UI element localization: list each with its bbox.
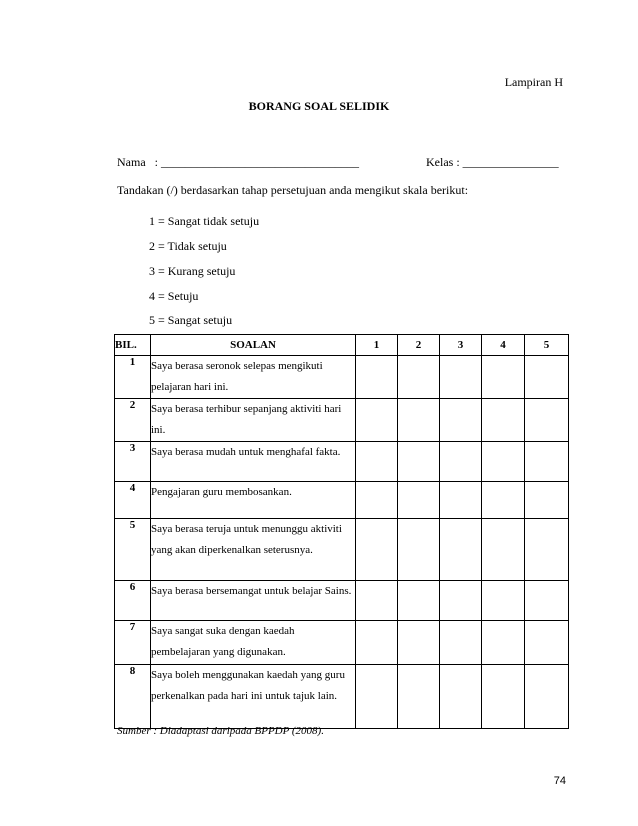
row-number: 5 — [115, 519, 151, 581]
rating-cell-2[interactable] — [398, 399, 440, 442]
rating-cell-1[interactable] — [356, 621, 398, 665]
rating-cell-3[interactable] — [440, 356, 482, 399]
name-value: : _________________________________ — [154, 155, 359, 169]
instruction-text: Tandakan (/) berdasarkan tahap persetujuan anda mengikut skala berikut: — [117, 183, 469, 197]
rating-cell-3[interactable] — [440, 581, 482, 621]
question-text: Saya berasa seronok selepas mengikuti pelajaran hari ini. — [151, 356, 356, 399]
rating-cell-5[interactable] — [525, 621, 569, 665]
rating-cell-1[interactable] — [356, 581, 398, 621]
scale-item: 2 = Tidak setuju — [149, 239, 227, 253]
question-text: Saya boleh menggunakan kaedah yang guru perkenalkan pada hari ini untuk tajuk lain. — [151, 665, 356, 729]
rating-cell-5[interactable] — [525, 665, 569, 729]
rating-cell-1[interactable] — [356, 665, 398, 729]
appendix-label: Lampiran H — [504, 75, 563, 89]
table-row — [115, 665, 569, 729]
rating-cell-4[interactable] — [482, 519, 525, 581]
rating-cell-1[interactable] — [356, 519, 398, 581]
header-scale-1: 1 — [356, 335, 398, 356]
table-row — [115, 519, 569, 581]
row-number: 4 — [115, 482, 151, 519]
question-text: Saya berasa bersemangat untuk belajar Sains. — [151, 581, 356, 621]
rating-cell-1[interactable] — [356, 442, 398, 482]
scale-item: 3 = Kurang setuju — [149, 264, 236, 278]
question-text: Saya berasa mudah untuk menghafal fakta. — [151, 442, 356, 482]
rating-cell-2[interactable] — [398, 442, 440, 482]
header-bil: BIL. — [115, 335, 151, 356]
rating-cell-4[interactable] — [482, 665, 525, 729]
scale-item: 1 = Sangat tidak setuju — [149, 214, 260, 228]
row-number: 8 — [115, 665, 151, 729]
name-label: Nama — [117, 155, 146, 169]
rating-cell-5[interactable] — [525, 442, 569, 482]
question-text: Saya berasa terhibur sepanjang aktiviti hari ini. — [151, 399, 356, 442]
rating-cell-2[interactable] — [398, 356, 440, 399]
header-scale-2: 2 — [398, 335, 440, 356]
header-scale-4: 4 — [482, 335, 525, 356]
rating-cell-4[interactable] — [482, 581, 525, 621]
rating-cell-5[interactable] — [525, 581, 569, 621]
class-label: Kelas — [426, 155, 454, 169]
rating-cell-4[interactable] — [482, 356, 525, 399]
question-text: Pengajaran guru membosankan. — [151, 482, 356, 519]
table-row — [115, 399, 569, 442]
rating-cell-2[interactable] — [398, 581, 440, 621]
class-value: : ________________ — [456, 155, 559, 169]
rating-cell-3[interactable] — [440, 482, 482, 519]
rating-cell-4[interactable] — [482, 621, 525, 665]
rating-cell-3[interactable] — [440, 621, 482, 665]
table-row — [115, 621, 569, 665]
rating-cell-5[interactable] — [525, 519, 569, 581]
form-title: BORANG SOAL SELIDIK — [248, 99, 390, 113]
row-number: 3 — [115, 442, 151, 482]
rating-cell-3[interactable] — [440, 442, 482, 482]
rating-cell-5[interactable] — [525, 356, 569, 399]
page-number: 74 — [553, 775, 566, 787]
rating-cell-3[interactable] — [440, 665, 482, 729]
rating-cell-4[interactable] — [482, 442, 525, 482]
table-row — [115, 356, 569, 399]
rating-cell-2[interactable] — [398, 482, 440, 519]
survey-table — [114, 334, 569, 729]
rating-cell-1[interactable] — [356, 356, 398, 399]
row-number: 2 — [115, 399, 151, 442]
rating-cell-2[interactable] — [398, 621, 440, 665]
scale-item: 4 = Setuju — [149, 289, 199, 303]
rating-cell-5[interactable] — [525, 482, 569, 519]
row-number: 7 — [115, 621, 151, 665]
rating-cell-2[interactable] — [398, 665, 440, 729]
question-text: Saya berasa teruja untuk menunggu aktiviti yang akan diperkenalkan seterusnya. — [151, 519, 356, 581]
table-row — [115, 482, 569, 519]
header-soalan: SOALAN — [151, 335, 356, 356]
rating-cell-3[interactable] — [440, 399, 482, 442]
header-scale-3: 3 — [440, 335, 482, 356]
table-row — [115, 442, 569, 482]
rating-cell-2[interactable] — [398, 519, 440, 581]
table-header-row — [115, 335, 569, 356]
name-field — [117, 155, 359, 170]
rating-cell-1[interactable] — [356, 399, 398, 442]
row-number: 1 — [115, 356, 151, 399]
scale-item: 5 = Sangat setuju — [149, 313, 233, 327]
rating-cell-4[interactable] — [482, 482, 525, 519]
rating-cell-3[interactable] — [440, 519, 482, 581]
question-text: Saya sangat suka dengan kaedah pembelajaran yang digunakan. — [151, 621, 356, 665]
class-field — [426, 155, 559, 170]
source-citation: Sumber : Diadaptasi daripada BPPDP (2008). — [117, 725, 324, 737]
rating-cell-1[interactable] — [356, 482, 398, 519]
rating-cell-5[interactable] — [525, 399, 569, 442]
table-row — [115, 581, 569, 621]
rating-cell-4[interactable] — [482, 399, 525, 442]
header-scale-5: 5 — [525, 335, 569, 356]
row-number: 6 — [115, 581, 151, 621]
